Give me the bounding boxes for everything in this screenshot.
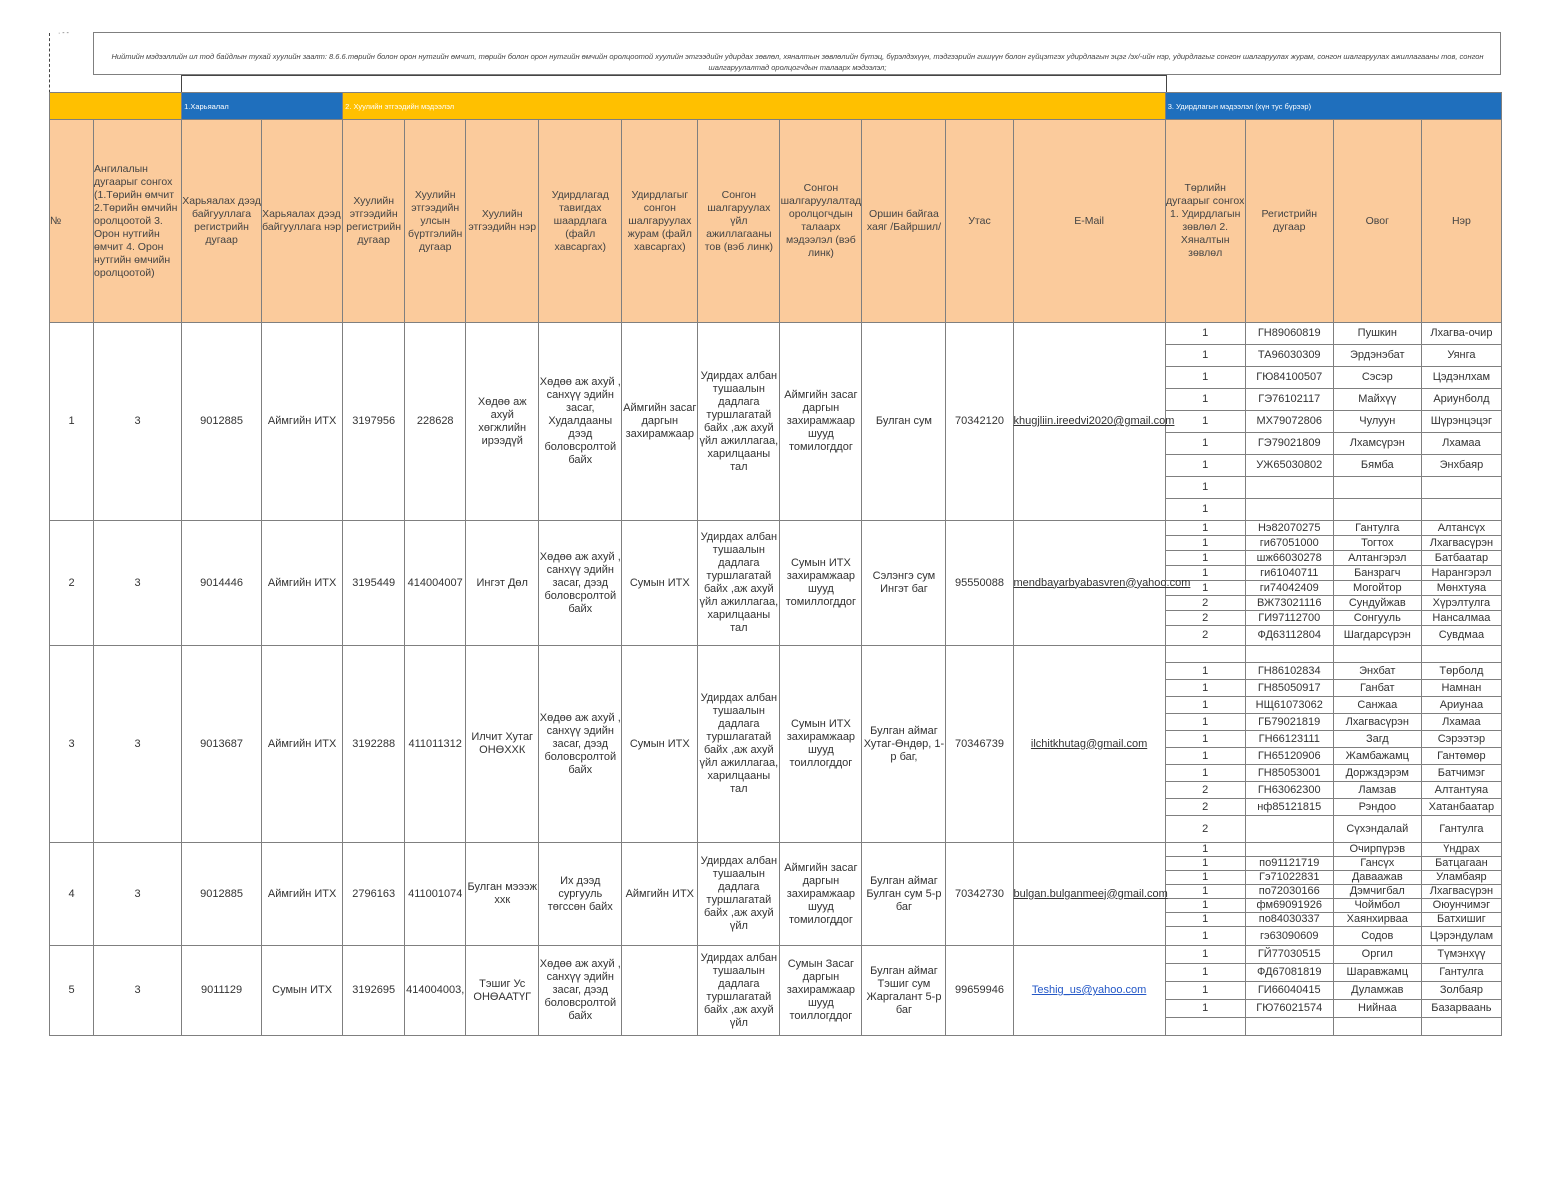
surname: Санжаа bbox=[1333, 697, 1421, 714]
board-type: 1 bbox=[1165, 857, 1245, 871]
board-type: 1 bbox=[1165, 680, 1245, 697]
person-name: Түмэнхүү bbox=[1421, 946, 1501, 964]
person-reg: ГН65120906 bbox=[1245, 748, 1333, 765]
surname: Лхагвасүрэн bbox=[1333, 714, 1421, 731]
subordinate-name: Аймгийн ИТХ bbox=[262, 323, 343, 521]
surname: Сундуйжав bbox=[1333, 596, 1421, 611]
table-row bbox=[50, 521, 1502, 536]
person-reg: фм69091926 bbox=[1245, 899, 1333, 913]
entity-name: Хөдөө аж ахуй хөгжлийн ирээдүй bbox=[466, 323, 539, 521]
board-type: 1 bbox=[1165, 477, 1245, 499]
person-reg: УЖ65030802 bbox=[1245, 455, 1333, 477]
phone: 99659946 bbox=[946, 946, 1013, 1036]
requirements: Хөдөө аж ахуй , санхүү эдийн засаг, дээд боловсролтой байх bbox=[539, 946, 622, 1036]
person-name: Сувдмаа bbox=[1421, 626, 1501, 646]
phone: 70342120 bbox=[946, 323, 1013, 521]
candidates: Сумын ИТХ захирамжаар шууд тоиллогддог bbox=[780, 646, 862, 843]
board-type: 1 bbox=[1165, 714, 1245, 731]
surname: Пушкин bbox=[1333, 323, 1421, 345]
subordinate-name: Аймгийн ИТХ bbox=[262, 646, 343, 843]
entity-reg: 3195449 bbox=[343, 521, 405, 646]
board-type bbox=[1165, 646, 1245, 663]
header-person-reg: Регистрийн дугаар bbox=[1245, 120, 1333, 323]
header-row bbox=[50, 120, 1502, 323]
email[interactable]: ilchitkhutag@gmail.com bbox=[1013, 646, 1165, 843]
entity-state-reg: 414004003, bbox=[405, 946, 466, 1036]
surname bbox=[1333, 477, 1421, 499]
person-name: Лхамаа bbox=[1421, 433, 1501, 455]
header-requirements: Удирдлагад тавигдах шаардлага (файл хавсаргах) bbox=[539, 120, 622, 323]
subordinate-reg: 9011129 bbox=[182, 946, 262, 1036]
person-reg bbox=[1245, 1018, 1333, 1036]
subordinate-reg: 9012885 bbox=[182, 323, 262, 521]
entity-category: 3 bbox=[94, 646, 182, 843]
person-name bbox=[1421, 499, 1501, 521]
surname: Чулуун bbox=[1333, 411, 1421, 433]
procedure bbox=[622, 946, 698, 1036]
board-type: 1 bbox=[1165, 536, 1245, 551]
person-reg: НЩ61073062 bbox=[1245, 697, 1333, 714]
address: Булган аймаг Булган сум 5-р баг bbox=[862, 843, 946, 946]
header-address: Оршин байгаа хаяг /Байршил/ bbox=[862, 120, 946, 323]
person-reg: шж66030278 bbox=[1245, 551, 1333, 566]
person-reg: Нэ82070275 bbox=[1245, 521, 1333, 536]
header-no: № bbox=[50, 120, 94, 323]
person-reg: ги74042409 bbox=[1245, 581, 1333, 596]
header-entity-name: Хуулийн этгээдийн нэр bbox=[466, 120, 539, 323]
surname bbox=[1333, 1018, 1421, 1036]
person-name: Лхамаа bbox=[1421, 714, 1501, 731]
surname: Энхбат bbox=[1333, 663, 1421, 680]
board-type: 1 bbox=[1165, 697, 1245, 714]
person-name: Уянга bbox=[1421, 345, 1501, 367]
person-reg: ГН66123111 bbox=[1245, 731, 1333, 748]
surname: Тогтох bbox=[1333, 536, 1421, 551]
section-band-row bbox=[50, 93, 1502, 120]
board-type: 1 bbox=[1165, 581, 1245, 596]
procedure: Сумын ИТХ bbox=[622, 521, 698, 646]
email[interactable]: khugjliin.ireedvi2020@gmail.com bbox=[1013, 323, 1165, 521]
entity-category: 3 bbox=[94, 843, 182, 946]
board-type: 1 bbox=[1165, 885, 1245, 899]
person-name: Мөнхтуяа bbox=[1421, 581, 1501, 596]
person-reg: нф85121815 bbox=[1245, 799, 1333, 816]
entity-number: 2 bbox=[50, 521, 94, 646]
person-name: Цэдэнлхам bbox=[1421, 367, 1501, 389]
person-reg: ГЮ76021574 bbox=[1245, 1000, 1333, 1018]
header-name: Нэр bbox=[1421, 120, 1501, 323]
entity-reg: 2796163 bbox=[343, 843, 405, 946]
board-type: 1 bbox=[1165, 946, 1245, 964]
person-name: Ариунболд bbox=[1421, 389, 1501, 411]
surname: Даваажав bbox=[1333, 871, 1421, 885]
schedule: Удирдах албан тушаалын дадлага туршлагатай байх ,аж ахуй үйл ажиллагаа, харилцааны тал bbox=[698, 323, 780, 521]
surname: Загд bbox=[1333, 731, 1421, 748]
header-schedule: Сонгон шалгаруулах үйл ажиллагааны тов (вэб линк) bbox=[698, 120, 780, 323]
person-reg: ГБ79021819 bbox=[1245, 714, 1333, 731]
person-name: Базарваань bbox=[1421, 1000, 1501, 1018]
surname: Дэмчигбал bbox=[1333, 885, 1421, 899]
surname: Хаянхирваа bbox=[1333, 913, 1421, 927]
entity-reg: 3192695 bbox=[343, 946, 405, 1036]
divider bbox=[181, 75, 182, 92]
candidates: Аймгийн засаг даргын захирамжаар шууд томилогддог bbox=[780, 843, 862, 946]
person-reg bbox=[1245, 477, 1333, 499]
person-name: Оюунчимэг bbox=[1421, 899, 1501, 913]
surname: Ламзав bbox=[1333, 782, 1421, 799]
surname: Ганбат bbox=[1333, 680, 1421, 697]
board-type: 2 bbox=[1165, 596, 1245, 611]
person-reg bbox=[1245, 499, 1333, 521]
surname: Рэндоо bbox=[1333, 799, 1421, 816]
entity-number: 3 bbox=[50, 646, 94, 843]
person-name: Шүрэнцэцэг bbox=[1421, 411, 1501, 433]
board-type: 2 bbox=[1165, 782, 1245, 799]
board-type: 1 bbox=[1165, 455, 1245, 477]
board-type: 2 bbox=[1165, 799, 1245, 816]
corner-dots: · - - bbox=[58, 30, 69, 37]
person-name: Гантулга bbox=[1421, 816, 1501, 843]
entity-state-reg: 411001074 bbox=[405, 843, 466, 946]
subordinate-name: Аймгийн ИТХ bbox=[262, 521, 343, 646]
leadership-table bbox=[49, 92, 1502, 1036]
person-name: Сэрээтэр bbox=[1421, 731, 1501, 748]
subordinate-reg: 9014446 bbox=[182, 521, 262, 646]
board-type: 1 bbox=[1165, 499, 1245, 521]
board-type bbox=[1165, 1018, 1245, 1036]
board-type: 1 bbox=[1165, 913, 1245, 927]
entity-name: Ингэт Дөл bbox=[466, 521, 539, 646]
section-1-label: 1.Харьяалал bbox=[182, 93, 343, 120]
procedure: Аймгийн ИТХ bbox=[622, 843, 698, 946]
person-name: Хатанбаатар bbox=[1421, 799, 1501, 816]
person-name: Гантулга bbox=[1421, 964, 1501, 982]
surname: Содов bbox=[1333, 927, 1421, 946]
person-name: Энхбаяр bbox=[1421, 455, 1501, 477]
person-reg: ГЭ79021809 bbox=[1245, 433, 1333, 455]
person-reg: ГН89060819 bbox=[1245, 323, 1333, 345]
board-type: 1 bbox=[1165, 843, 1245, 857]
email[interactable]: Teshig_us@yahoo.com bbox=[1013, 946, 1165, 1036]
schedule: Удирдах албан тушаалын дадлага туршлагатай байх ,аж ахуй үйл bbox=[698, 843, 780, 946]
person-reg: ги61040711 bbox=[1245, 566, 1333, 581]
entity-state-reg: 414004007 bbox=[405, 521, 466, 646]
person-reg: МХ79072806 bbox=[1245, 411, 1333, 433]
person-reg bbox=[1245, 843, 1333, 857]
header-board-type: Төрлийн дугаарыг сонгох 1. Удирдлагын зөвлөл 2. Хяналтын зөвлөл bbox=[1165, 120, 1245, 323]
board-type: 1 bbox=[1165, 345, 1245, 367]
table-row bbox=[50, 646, 1502, 663]
entity-reg: 3192288 bbox=[343, 646, 405, 843]
phone: 95550088 bbox=[946, 521, 1013, 646]
surname: Могойтор bbox=[1333, 581, 1421, 596]
board-type: 1 bbox=[1165, 663, 1245, 680]
header-category: Ангилалын дугаарыг сонгох (1.Төрийн өмчит 2.Төрийн өмчийн оролцоотой 3. Орон нутгийн өмчит 4. Орон нутгийн өмчийн оролцоотой) bbox=[94, 120, 182, 323]
board-type: 1 bbox=[1165, 899, 1245, 913]
surname: Жамбажамц bbox=[1333, 748, 1421, 765]
surname: Шагдарсүрэн bbox=[1333, 626, 1421, 646]
surname: Очирпүрэв bbox=[1333, 843, 1421, 857]
schedule: Удирдах албан тушаалын дадлага туршлагатай байх ,аж ахуй үйл ажиллагаа, харилцааны тал bbox=[698, 521, 780, 646]
person-reg: гэ63090609 bbox=[1245, 927, 1333, 946]
surname: Сүхэндалай bbox=[1333, 816, 1421, 843]
entity-reg: 3197956 bbox=[343, 323, 405, 521]
requirements: Хөдөө аж ахуй , санхүү эдийн засаг, дээд боловсролтой байх bbox=[539, 521, 622, 646]
board-type: 1 bbox=[1165, 927, 1245, 946]
header-entity-reg: Хуулийн этгээдийн регистрийн дугаар bbox=[343, 120, 405, 323]
board-type: 1 bbox=[1165, 731, 1245, 748]
person-name: Батхишиг bbox=[1421, 913, 1501, 927]
procedure: Сумын ИТХ bbox=[622, 646, 698, 843]
candidates: Сумын Засаг даргын захирамжаар шууд тоиллогддог bbox=[780, 946, 862, 1036]
address: Булган аймаг Тэшиг сум Жаргалант 5-р баг bbox=[862, 946, 946, 1036]
board-type: 1 bbox=[1165, 871, 1245, 885]
person-reg: ГЮ84100507 bbox=[1245, 367, 1333, 389]
board-type: 1 bbox=[1165, 566, 1245, 581]
person-reg: ГИ66040415 bbox=[1245, 982, 1333, 1000]
section-3-label: 3. Удирдлагын мэдээлэл (хүн тус бүрээр) bbox=[1165, 93, 1501, 120]
header-entity-state-reg: Хуулийн этгээдийн улсын бүртгэлийн дугаар bbox=[405, 120, 466, 323]
entity-number: 5 bbox=[50, 946, 94, 1036]
person-name: Нансалмаа bbox=[1421, 611, 1501, 626]
header-surname: Овог bbox=[1333, 120, 1421, 323]
person-name: Уламбаяр bbox=[1421, 871, 1501, 885]
surname: Нийнаа bbox=[1333, 1000, 1421, 1018]
entity-name: Илчит Хутаг ОНӨХХК bbox=[466, 646, 539, 843]
person-name: Алтансүх bbox=[1421, 521, 1501, 536]
person-name: Лхагвасүрэн bbox=[1421, 536, 1501, 551]
entity-state-reg: 228628 bbox=[405, 323, 466, 521]
person-reg bbox=[1245, 816, 1333, 843]
person-reg: ГН63062300 bbox=[1245, 782, 1333, 799]
person-reg: ГЭ76102117 bbox=[1245, 389, 1333, 411]
surname: Лхамсүрэн bbox=[1333, 433, 1421, 455]
person-name: Золбаяр bbox=[1421, 982, 1501, 1000]
table-row bbox=[50, 323, 1502, 345]
header-candidates: Сонгон шалгаруулалтад оролцогчдын талаарх мэдээлэл (вэб линк) bbox=[780, 120, 862, 323]
surname: Гансүх bbox=[1333, 857, 1421, 871]
person-name: Ариунаа bbox=[1421, 697, 1501, 714]
header-email: E-Mail bbox=[1013, 120, 1165, 323]
board-type: 1 bbox=[1165, 982, 1245, 1000]
section-2-label: 2. Хуулийн этгээдийн мэдээлэл bbox=[343, 93, 1166, 120]
person-name: Төрболд bbox=[1421, 663, 1501, 680]
person-reg: ГН85050917 bbox=[1245, 680, 1333, 697]
board-type: 1 bbox=[1165, 389, 1245, 411]
email[interactable]: bulgan.bulganmeej@gmail.com bbox=[1013, 843, 1165, 946]
candidates: Аймгийн засаг даргын захирамжаар шууд томилогддог bbox=[780, 323, 862, 521]
person-reg: по72030166 bbox=[1245, 885, 1333, 899]
phone: 70342730 bbox=[946, 843, 1013, 946]
surname: Чоймбол bbox=[1333, 899, 1421, 913]
board-type: 2 bbox=[1165, 626, 1245, 646]
board-type: 1 bbox=[1165, 433, 1245, 455]
person-reg: ТА96030309 bbox=[1245, 345, 1333, 367]
person-name: Батцагаан bbox=[1421, 857, 1501, 871]
table-row bbox=[50, 843, 1502, 857]
surname: Банзрагч bbox=[1333, 566, 1421, 581]
person-name bbox=[1421, 646, 1501, 663]
person-reg: ФД63112804 bbox=[1245, 626, 1333, 646]
procedure: Аймгийн засаг даргын захирамжаар bbox=[622, 323, 698, 521]
person-name: Батбаатар bbox=[1421, 551, 1501, 566]
person-reg: ГЙ77030515 bbox=[1245, 946, 1333, 964]
entity-number: 1 bbox=[50, 323, 94, 521]
intro-note: Нийтийн мэдээллийн ил тод байдлын тухай хуулийн заалт: 8.6.6.төрийн болон орон нутгийн өмчит, төрийн болон орон нутгийн өмчийн оролцоотой хуулийн этгээдийн удирдах зөвлөл, хяналтын зөвлөлийн бүтэц, бүрэлдэхүүн, тэдгээрийн гишүүн болон гүйцэтгэх удирдлагын эцэг /эх/-ийн нэр, удирдлагыг сонгон шалгаруулах журам, сонгон шалгаруулах ажиллагааны тов, сонгон шалгаруулалтад оролцогчдын талаарх мэдээлэл; bbox=[111, 52, 1484, 72]
phone: 70346739 bbox=[946, 646, 1013, 843]
subordinate-name: Сумын ИТХ bbox=[262, 946, 343, 1036]
requirements: Хөдөө аж ахуй , санхүү эдийн засаг, Худалдааны дээд боловсролтой байх bbox=[539, 323, 622, 521]
surname bbox=[1333, 499, 1421, 521]
surname: Шаравжамц bbox=[1333, 964, 1421, 982]
person-name: Намнан bbox=[1421, 680, 1501, 697]
header-phone: Утас bbox=[946, 120, 1013, 323]
person-reg: Гэ71022831 bbox=[1245, 871, 1333, 885]
divider bbox=[181, 75, 1166, 76]
surname: Алтангэрэл bbox=[1333, 551, 1421, 566]
schedule: Удирдах албан тушаалын дадлага туршлагатай байх ,аж ахуй үйл bbox=[698, 946, 780, 1036]
divider bbox=[1166, 75, 1167, 92]
surname: Сэсэр bbox=[1333, 367, 1421, 389]
surname: Дуламжав bbox=[1333, 982, 1421, 1000]
candidates: Сумын ИТХ захирамжаар шууд томиллогддог bbox=[780, 521, 862, 646]
person-name: Батчимэг bbox=[1421, 765, 1501, 782]
requirements: Их дээд сургууль төгссөн байх bbox=[539, 843, 622, 946]
person-name: Гантөмөр bbox=[1421, 748, 1501, 765]
person-reg bbox=[1245, 646, 1333, 663]
board-type: 1 bbox=[1165, 367, 1245, 389]
entity-state-reg: 411011312 bbox=[405, 646, 466, 843]
subordinate-reg: 9012885 bbox=[182, 843, 262, 946]
person-reg: ФД67081819 bbox=[1245, 964, 1333, 982]
person-name: Үндрах bbox=[1421, 843, 1501, 857]
person-reg: ВЖ73021116 bbox=[1245, 596, 1333, 611]
person-reg: ги67051000 bbox=[1245, 536, 1333, 551]
person-reg: ГИ97112700 bbox=[1245, 611, 1333, 626]
board-type: 1 bbox=[1165, 765, 1245, 782]
board-type: 1 bbox=[1165, 964, 1245, 982]
entity-category: 3 bbox=[94, 323, 182, 521]
entity-name: Тэшиг Ус ОНӨААТҮГ bbox=[466, 946, 539, 1036]
surname: Доржздэрэм bbox=[1333, 765, 1421, 782]
subordinate-reg: 9013687 bbox=[182, 646, 262, 843]
person-name bbox=[1421, 1018, 1501, 1036]
header-subordinate-reg: Харьяалах дээд байгууллага регистрийн дугаар bbox=[182, 120, 262, 323]
board-type: 2 bbox=[1165, 816, 1245, 843]
person-reg: по84030337 bbox=[1245, 913, 1333, 927]
person-reg: ГН85053001 bbox=[1245, 765, 1333, 782]
surname: Эрдэнэбат bbox=[1333, 345, 1421, 367]
section-band-blank bbox=[50, 93, 182, 120]
person-name bbox=[1421, 477, 1501, 499]
person-name: Хүрэлтулга bbox=[1421, 596, 1501, 611]
address: Сэлэнгэ сум Ингэт баг bbox=[862, 521, 946, 646]
entity-name: Булган мэээж ххк bbox=[466, 843, 539, 946]
subordinate-name: Аймгийн ИТХ bbox=[262, 843, 343, 946]
surname: Оргил bbox=[1333, 946, 1421, 964]
board-type: 1 bbox=[1165, 551, 1245, 566]
entity-category: 3 bbox=[94, 946, 182, 1036]
board-type: 1 bbox=[1165, 411, 1245, 433]
surname: Гантулга bbox=[1333, 521, 1421, 536]
requirements: Хөдөө аж ахуй , санхүү эдийн засаг, дээд боловсролтой байх bbox=[539, 646, 622, 843]
surname: Сонгууль bbox=[1333, 611, 1421, 626]
address: Булган аймаг Хутаг-Өндөр, 1-р баг, bbox=[862, 646, 946, 843]
header-subordinate-name: Харьяалах дээд байгууллага нэр bbox=[262, 120, 343, 323]
person-reg: ГН86102834 bbox=[1245, 663, 1333, 680]
person-name: Нарангэрэл bbox=[1421, 566, 1501, 581]
entity-number: 4 bbox=[50, 843, 94, 946]
board-type: 1 bbox=[1165, 323, 1245, 345]
table-row bbox=[50, 946, 1502, 964]
person-name: Алтантуяа bbox=[1421, 782, 1501, 799]
board-type: 1 bbox=[1165, 521, 1245, 536]
person-reg: по91121719 bbox=[1245, 857, 1333, 871]
board-type: 2 bbox=[1165, 611, 1245, 626]
surname: Бямба bbox=[1333, 455, 1421, 477]
person-name: Лхагвасүрэн bbox=[1421, 885, 1501, 899]
person-name: Цэрэндулам bbox=[1421, 927, 1501, 946]
surname bbox=[1333, 646, 1421, 663]
entity-category: 3 bbox=[94, 521, 182, 646]
header-procedure: Удирдлагыг сонгон шалгаруулах журам (файл хавсаргах) bbox=[622, 120, 698, 323]
board-type: 1 bbox=[1165, 1000, 1245, 1018]
address: Булган сум bbox=[862, 323, 946, 521]
schedule: Удирдах албан тушаалын дадлага туршлагатай байх ,аж ахуй үйл ажиллагаа, харилцааны тал bbox=[698, 646, 780, 843]
email[interactable]: mendbayarbyabasvren@yahoo.com bbox=[1013, 521, 1165, 646]
surname: Майхүү bbox=[1333, 389, 1421, 411]
person-name: Лхагва-очир bbox=[1421, 323, 1501, 345]
board-type: 1 bbox=[1165, 748, 1245, 765]
